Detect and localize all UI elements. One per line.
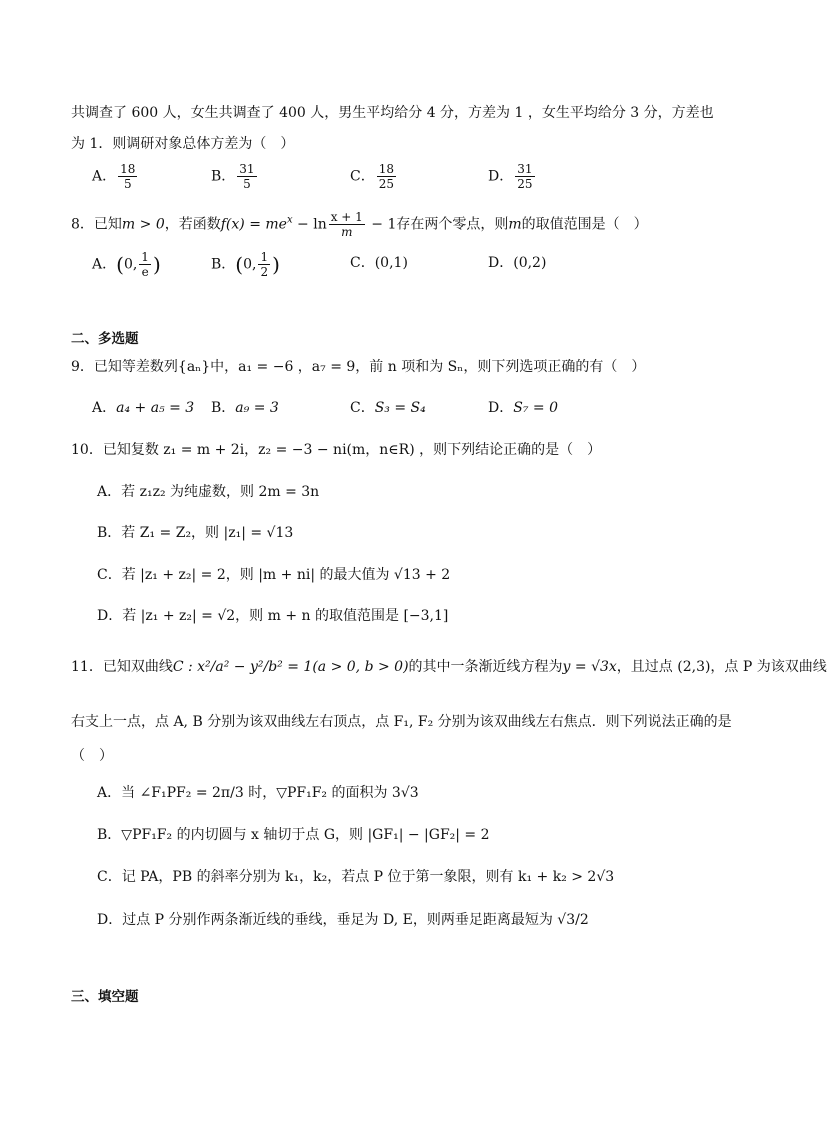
q11-stem-line-3: （ ） (71, 748, 113, 764)
q11-option-c: C．记 PA，PB 的斜率分别为 k₁，k₂，若点 P 位于第一象限，则有 k₁ + k₂ > 2√3 (97, 869, 615, 885)
q10-option-d: D．若 |z₁ + z₂| = √2，则 m + n 的取值范围是 [−3,1] (97, 608, 449, 624)
q11-option-b: B．▽PF₁F₂ 的内切圆与 x 轴切于点 G，则 |GF₁| − |GF₂| = 2 (97, 827, 490, 843)
q9-stem: 9．已知等差数列{aₙ}中，a₁ = −6 ，a₇ = 9，前 n 项和为 Sₙ，则下列选项正确的有（ ） (71, 359, 646, 375)
q9-option-a: A．a₄ + a₅ = 3 (92, 400, 195, 416)
q8-option-a: A．(0, $\frac{1}{e}$ ) (92, 250, 161, 279)
q10-stem: 10．已知复数 z₁ = m + 2i，z₂ = −3 − ni(m，n∈R) ，则下列结论正确的是（ ） (71, 442, 602, 458)
q9-option-c: C．S₃ = S₄ (350, 400, 426, 416)
q10-option-a: A．若 z₁z₂ 为纯虚数，则 2m = 3n (97, 484, 320, 500)
q9-option-d: D．S₇ = 0 (488, 400, 558, 416)
q9-option-b: B．a₉ = 3 (211, 400, 279, 416)
q11-option-d: D．过点 P 分别作两条渐近线的垂线，垂足为 D, E，则两垂足距离最短为 √3/2 (97, 912, 589, 928)
q11-stem-line-2: 右支上一点，点 A, B 分别为该双曲线左右顶点，点 F₁, F₂ 分别为该双曲线左右焦点．则下列说法正确的是 (71, 714, 732, 730)
q7-option-d: D． $\frac{31}{25}$ (488, 162, 533, 191)
q7-option-a: A． $\frac{18}{5}$ (92, 162, 136, 191)
q8-option-b: B．(0, $\frac{1}{2}$ ) (211, 250, 280, 279)
q10-option-c: C．若 |z₁ + z₂| = 2，则 |m + ni| 的最大值为 √13 + 2 (97, 567, 451, 583)
q8-option-c: C．(0,1) (350, 255, 408, 271)
q11-option-a: A．当 ∠F₁PF₂ = 2π/3 时，▽PF₁F₂ 的面积为 3√3 (97, 785, 419, 801)
q11-stem-line-1: 11．已知双曲线C : x²/a² − y²/b² = 1(a > 0, b > 0)的其中一条渐近线方程为y = √3x，且过点 (2,3)，点 P 为该双曲线 (71, 659, 827, 675)
q10-option-b: B．若 Z₁ = Z₂，则 |z₁| = √13 (97, 525, 294, 541)
q7-option-b: B． $\frac{31}{5}$ (211, 162, 255, 191)
section-title-fill: 三、填空题 (71, 989, 139, 1005)
q8-option-d: D．(0,2) (488, 255, 547, 271)
q8-stem: 8．已知m > 0，若函数$f(x) = me^x - \ln$ $\frac{x + 1}{m}$ − 1存在两个零点，则m的取值范围是（ ） (71, 210, 648, 239)
section-title-multi: 二、多选题 (71, 331, 139, 347)
q7-option-c: C． $\frac{18}{25}$ (350, 162, 394, 191)
q7-line-2: 为 1．则调研对象总体方差为（ ） (71, 136, 295, 152)
q7-line-1: 共调查了 600 人，女生共调查了 400 人，男生平均给分 4 分，方差为 1 ，女生平均给分 3 分，方差也 (71, 105, 714, 121)
